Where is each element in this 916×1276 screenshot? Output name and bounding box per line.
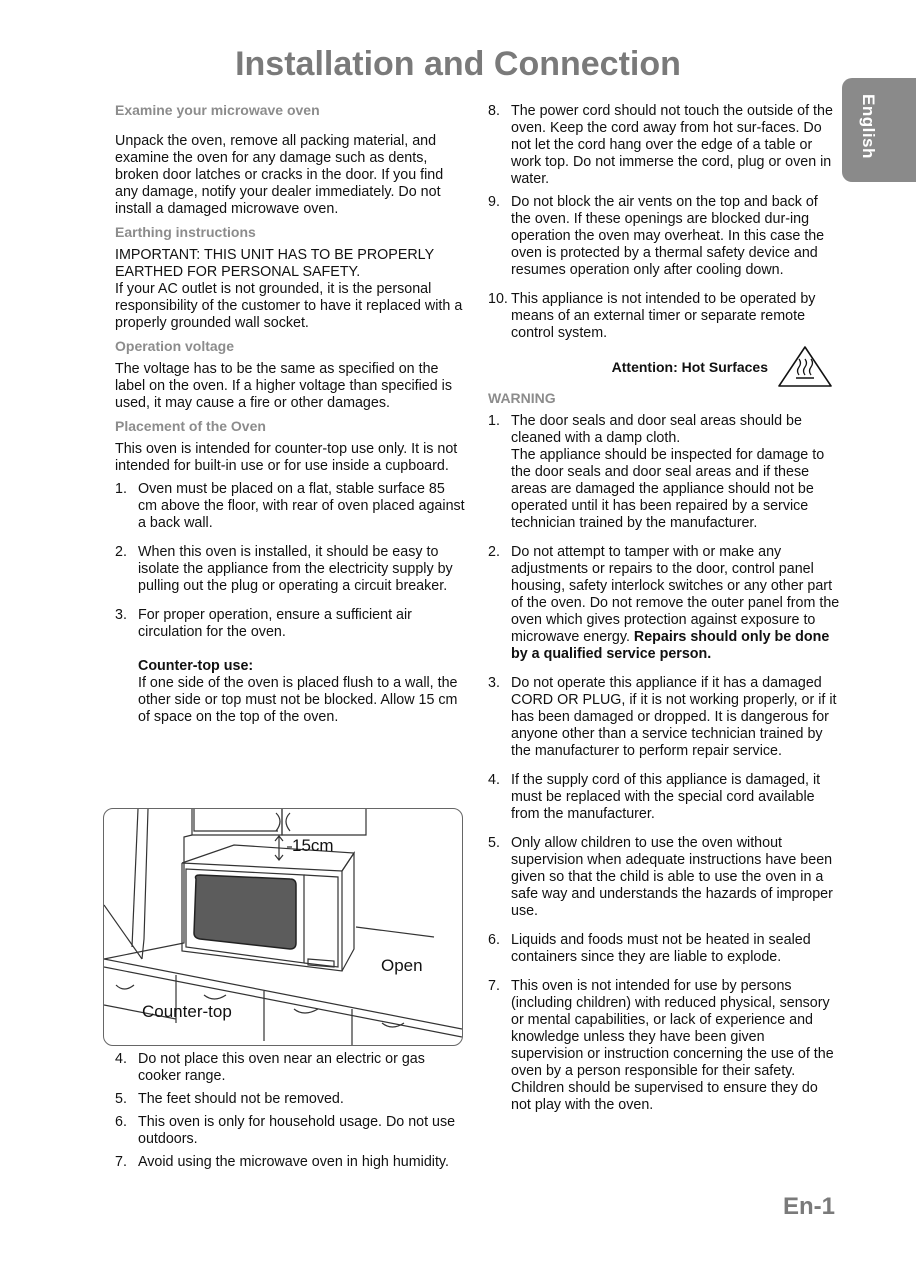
list-item (488, 291, 840, 342)
list-item-text: The power cord should not touch the outside of the oven. Keep the cord away from hot sur-faces. Do not let the cord hang over the edge of a table or work top. Do not immerse the cord, plug or oven in water. (511, 103, 833, 187)
list-item (488, 103, 840, 188)
warning-list (488, 413, 840, 1114)
list-item-text: Do not operate this appliance if it has a damaged CORD OR PLUG, if it is not working properly, or if it has been damaged or dropped. It is dangerous for anyone other than a service technician trained by the manufacturer to perform repair service. (511, 675, 837, 759)
attention-row (488, 350, 840, 386)
list-item (115, 1154, 465, 1171)
list-item-number: 7. (115, 1154, 127, 1170)
safety-list (488, 103, 840, 342)
page-number: En-1 (782, 1193, 835, 1220)
list-item-number: 3. (488, 675, 500, 691)
list-item-text: Only allow children to use the oven without supervision when adequate instructions have been given so that the child is able to use the oven in a safe way and understands the hazards of improper use. (511, 835, 833, 919)
hot-surface-warning-icon (776, 344, 834, 390)
open-label: Open (381, 956, 423, 975)
voltage-body: The voltage has to be the same as specified on the label on the oven. If a higher voltage than specified is used, it may cause a fire or other damages. (115, 361, 452, 411)
list-item-text: Do not place this oven near an electric or gas cooker range. (138, 1051, 425, 1084)
page-title: Installation and Connection (235, 45, 681, 83)
list-item-text: The door seals and door seal areas should be cleaned with a damp cloth. (511, 413, 802, 446)
oven-placement-illustration (103, 808, 463, 1046)
list-item-text: Liquids and foods must not be heated in sealed containers since they are liable to explode. (511, 932, 811, 965)
list-item (488, 544, 840, 663)
list-item-text: The feet should not be removed. (138, 1091, 344, 1107)
list-item-number: 5. (488, 835, 500, 851)
list-item (488, 194, 840, 279)
list-item-number: 9. (488, 194, 500, 210)
list-item-number: 10. (488, 291, 508, 307)
list-item (488, 772, 840, 823)
list-item (488, 932, 840, 966)
list-item-text: Do not attempt to tamper with or make any adjustments or repairs to the door, control panel housing, safety interlock switches or any other part of the oven. Do not remove the outer panel from the oven which gives protection against exposure to microwave energy. (511, 544, 840, 645)
warning-heading: WARNING (488, 390, 556, 406)
placement-heading: Placement of the Oven (115, 418, 266, 434)
attention-hot-surfaces: Attention: Hot Surfaces (611, 359, 768, 375)
left-column-lower (115, 1051, 465, 1171)
list-item-number: 3. (115, 607, 127, 623)
list-item-number: 8. (488, 103, 500, 119)
earthing-body: If your AC outlet is not grounded, it is the personal responsibility of the customer to have it replaced with a properly grounded wall socket. (115, 281, 463, 331)
list-item (115, 1114, 465, 1148)
list-item (115, 607, 465, 726)
list-item-number: 7. (488, 978, 500, 994)
list-item-text: Oven must be placed on a flat, stable surface 85 cm above the floor, with rear of oven placed against a back wall. (138, 481, 465, 531)
list-item (115, 1091, 465, 1108)
list-item-text: If the supply cord of this appliance is damaged, it must be replaced with the special cord available from the manufacturer. (511, 772, 821, 822)
list-item-number: 1. (115, 481, 127, 497)
examine-heading: Examine your microwave oven (115, 102, 320, 118)
left-column (115, 102, 465, 726)
list-item (488, 835, 840, 920)
placement-body: This oven is intended for counter-top use only. It is not intended for built-in use or for use inside a cupboard. (115, 441, 458, 474)
list-item (488, 978, 840, 1114)
oven-window (194, 875, 296, 949)
list-item-number: 6. (488, 932, 500, 948)
list-item-number: 4. (488, 772, 500, 788)
list-item-text: Do not block the air vents on the top and back of the oven. If these openings are blocked dur-ing operation the oven may overheat. In this case the oven is protected by a thermal safety device and resumes operation only after cooling down. (511, 194, 825, 278)
clearance-label: 15cm (292, 836, 334, 855)
list-item-number: 2. (488, 544, 500, 560)
examine-body: Unpack the oven, remove all packing material, and examine the oven for any damage such as dents, broken door latches or cracks in the door. If you find any damage, notify your dealer immediately. Do not install a damaged microwave oven. (115, 133, 444, 217)
list-item-text: For proper operation, ensure a sufficient air circulation for the oven. (138, 607, 412, 640)
list-item (115, 481, 465, 532)
list-item (488, 413, 840, 532)
list-item-number: 2. (115, 544, 127, 560)
list-item-text: When this oven is installed, it should be easy to isolate the appliance from the electricity supply by pulling out the plug or operating a circuit breaker. (138, 544, 453, 594)
list-item-number: 4. (115, 1051, 127, 1067)
language-tab (842, 78, 916, 182)
list-item-text: Avoid using the microwave oven in high humidity. (138, 1154, 449, 1170)
placement-list (115, 481, 465, 726)
list-item-number: 6. (115, 1114, 127, 1130)
language-tab-label: English (859, 94, 878, 159)
placement-list-continued (115, 1051, 465, 1171)
list-item-bold-text: Repairs should only be done by a qualified service person. (511, 629, 830, 662)
list-item-text: This oven is not intended for use by persons (including children) with reduced physical, sensory or mental capabilities, or lack of experience and knowledge unless they have been given supervision or instruction concerning the use of the oven by a person responsible for their safety. Children should be supervised to ensure they do not play with the oven. (511, 978, 834, 1113)
list-item-number: 1. (488, 413, 500, 429)
countertop-label: Counter-top (142, 1002, 232, 1021)
list-item-number: 5. (115, 1091, 127, 1107)
list-item (115, 544, 465, 595)
list-item (488, 675, 840, 760)
list-item-text: This appliance is not intended to be operated by means of an external timer or separate remote control system. (511, 291, 816, 341)
earthing-important: IMPORTANT: THIS UNIT HAS TO BE PROPERLY EARTHED FOR PERSONAL SAFETY. (115, 247, 434, 280)
earthing-heading: Earthing instructions (115, 224, 256, 240)
countertop-heading: Counter-top use: (138, 658, 254, 674)
list-item-text: The appliance should be inspected for damage to the door seals and door seal areas and if these areas are damaged the appliance should not be operated until it has been repaired by a service technician trained by the manufacturer. (511, 447, 825, 531)
voltage-heading: Operation voltage (115, 338, 235, 354)
countertop-body: If one side of the oven is placed flush to a wall, the other side or top must not be blocked. Allow 15 cm of space on the top of the oven. (138, 675, 458, 725)
right-column (488, 103, 840, 1114)
list-item-text: This oven is only for household usage. Do not use outdoors. (138, 1114, 456, 1147)
list-item (115, 1051, 465, 1085)
